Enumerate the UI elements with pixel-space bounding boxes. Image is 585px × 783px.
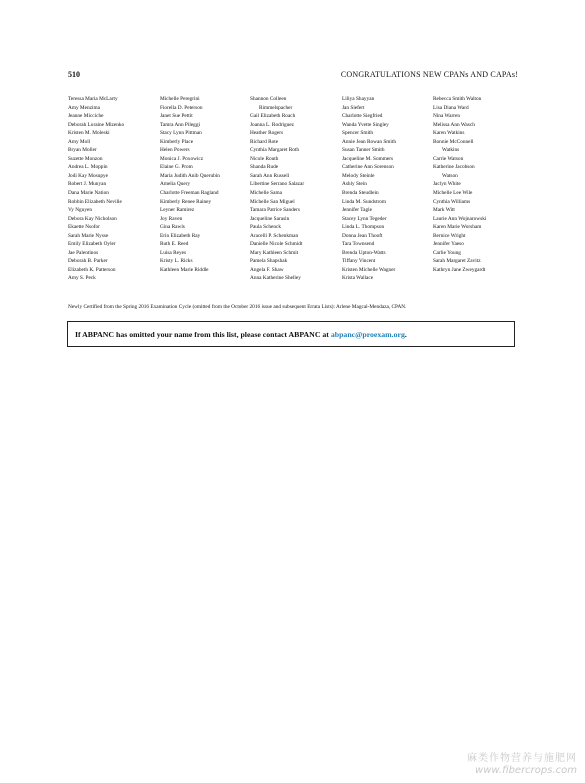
certified-name: Bernice Wright <box>433 232 466 239</box>
certified-name: Jacqueline M. Sommers <box>342 155 394 162</box>
certified-name: Jan Siefert <box>342 104 365 111</box>
certified-name: Donna Jean Thooft <box>342 232 383 239</box>
certified-name: Amy Menzima <box>68 104 100 111</box>
certified-name: Bryan Moller <box>68 147 97 154</box>
certified-name: Cynthia Williams <box>433 198 471 205</box>
certified-name: Amy Moll <box>68 138 91 145</box>
certified-name: Stacy Lynn Pittman <box>160 130 202 137</box>
certified-name: Michelle Lee Wile <box>433 190 473 197</box>
certified-name: Kristy L. Ricks <box>160 258 193 265</box>
certified-name: Ruth E. Reed <box>160 241 189 248</box>
certified-name: Maria Judith Anib Querubin <box>160 172 220 179</box>
certified-name: Melissa Ann Wasch <box>433 121 475 128</box>
certified-name: Brenda Upton-Watts <box>342 249 386 256</box>
certified-name: Elizabeth K. Patterson <box>68 266 116 273</box>
name-column-5 <box>433 95 525 274</box>
notice-text <box>75 330 407 339</box>
certified-name: Robert J. Munyan <box>68 181 107 188</box>
certified-name: Robbin Elizabeth Neville <box>68 198 122 205</box>
certified-name: Sarah Ann Russell <box>250 172 290 179</box>
certified-name: Richard Rote <box>250 138 279 145</box>
notice-message: If ABPANC has omitted your name from this list, please contact ABPANC at <box>75 330 331 339</box>
certified-name: Sarah Margaret Zavitz <box>433 258 481 265</box>
name-columns <box>68 95 518 295</box>
certified-name: Karen Marie Worsham <box>433 224 482 231</box>
omitted-name-notice <box>67 321 515 347</box>
certified-name: Helen Powers <box>160 147 190 154</box>
certified-name: Kimberly Renee Rainey <box>160 198 212 205</box>
certified-name: Michelle San Miguel <box>250 198 295 205</box>
running-head: CONGRATULATIONS NEW CPANs AND CAPAs! <box>340 70 518 79</box>
certified-name: Danielle Nicole Schmidt <box>250 241 303 248</box>
certified-name: Stacey Lynn Tegeder <box>342 215 387 222</box>
certified-name: Bonnie McConnell <box>433 138 474 145</box>
certified-name: Anna Katherine Shelley <box>250 275 301 282</box>
certified-name: Emily Elizabeth Oyler <box>68 241 116 248</box>
watermark <box>467 753 577 777</box>
certified-name: Joanna L. Rodriguez <box>250 121 294 128</box>
certified-name: Kristen Michelle Wagner <box>342 266 396 273</box>
certified-name: Annie Jean Rowan Smith <box>342 138 396 145</box>
certified-name: Suzette Monzon <box>68 155 103 162</box>
certified-name: Deborah Loraine Mizenko <box>68 121 125 128</box>
contact-email-link[interactable]: abpanc@proexam.org <box>330 330 405 339</box>
certified-name: Melody Steinle <box>342 172 375 179</box>
certified-name: Heather Rogers <box>250 130 284 137</box>
certified-name: Ekaette Nsofor <box>68 224 100 231</box>
certified-name: Leyner Ramirez <box>160 207 195 214</box>
certified-name: Joy Raven <box>160 215 183 222</box>
certified-name: Wanda Yvette Singley <box>342 121 389 128</box>
certified-name: Dana Marie Nation <box>68 190 109 197</box>
certified-name: Mark Witt <box>433 207 455 214</box>
certified-name: Jacqueline Sarasin <box>250 215 290 222</box>
certified-name: Spencer Smith <box>342 130 374 137</box>
certified-name: Aracelli P. Schenkman <box>250 232 299 239</box>
name-column-2 <box>160 95 252 274</box>
certified-name: Gina Rawls <box>160 224 185 231</box>
page-header <box>68 70 518 82</box>
certified-name: Ashly Stein <box>342 181 367 188</box>
certified-name: Erin Elizabeth Ray <box>160 232 201 239</box>
certified-name: Paula Schenck <box>250 224 282 231</box>
certified-name: Jaclyn White <box>433 181 461 188</box>
certified-name: Liliya Shayyan <box>342 96 375 102</box>
certified-name: Amy S. Peck <box>68 275 96 282</box>
certified-name: Tamra Ann Pileggi <box>160 121 200 128</box>
certified-name: Debora Kay Nicholson <box>68 215 117 222</box>
certified-name: Kristen M. Moleski <box>68 130 110 137</box>
name-continuation: Rimmelspacher <box>259 104 293 111</box>
certified-name: Michelle Peregrini <box>160 96 200 102</box>
certified-name: Jennifer Tagle <box>342 207 372 214</box>
certified-name: Susan Tanner Smith <box>342 147 385 154</box>
certified-name: Tara Townsend <box>342 241 375 248</box>
certified-name: Michelle Sama <box>250 190 282 197</box>
name-column-1 <box>68 95 160 283</box>
certified-name: Vy Nguyen <box>68 207 92 214</box>
name-column-4 <box>342 95 434 283</box>
certified-name: Kathryn Jane Zweygardt <box>433 266 486 273</box>
certified-name: Shannon Colleen <box>250 96 287 102</box>
notice-end: . <box>404 330 407 339</box>
watermark-url: www.fibercrops.com <box>475 765 577 776</box>
watermark-site-name: 麻类作物营养与施肥网 <box>467 753 577 764</box>
errata-note: Newly Certified from the Spring 2016 Examination Cycle (omitted from the October 2016 issue and subsequent Errata Lists): Arlene Magcal-Mendaza, CPAN. <box>68 304 407 310</box>
certified-name: Elaine G. Prom <box>160 164 193 171</box>
certified-name: Jeanne Micciche <box>68 113 104 120</box>
certified-name: Deborah B. Parker <box>68 258 108 265</box>
certified-name: Laurie Ann Wojnarowski <box>433 215 487 222</box>
certified-name: Luisa Reyes <box>160 249 187 256</box>
certified-name: Gail Elizabeth Roach <box>250 113 296 120</box>
certified-name: Mary Kathleen Schmit <box>250 249 299 256</box>
certified-name: Tamara Patrice Sanders <box>250 207 300 214</box>
certified-name: Krista Wallace <box>342 275 374 282</box>
certified-name: Jae Palentinos <box>68 249 99 256</box>
certified-name: Amelia Query <box>160 181 191 188</box>
certified-name: Linda M. Sundstrom <box>342 198 386 205</box>
certified-name: Nicole Routh <box>250 155 279 162</box>
certified-name: Charlotte Siegfried <box>342 113 383 120</box>
certified-name: Fiorella D. Peterson <box>160 104 203 111</box>
certified-name: Jodi Kay Mosupye <box>68 172 109 179</box>
certified-name: Janet Sue Pettit <box>160 113 193 120</box>
certified-name: Charlotte Freeman Ragland <box>160 190 219 197</box>
certified-name: Andrea L. Moppin <box>68 164 108 171</box>
certified-name: Tiffany Vincent <box>342 258 376 265</box>
name-column-3 <box>250 95 342 283</box>
certified-name: Katherine Jacobson <box>433 164 475 171</box>
certified-name: Lisa Diana Ward <box>433 104 469 111</box>
certified-name: Angela F. Shaw <box>250 266 284 273</box>
name-continuation: Watkins <box>442 147 460 154</box>
name-continuation: Watson <box>442 172 458 179</box>
page-number: 510 <box>68 70 80 79</box>
certified-name: Catherine Ann Sorenson <box>342 164 394 171</box>
certified-name: Kathleen Marie Riddle <box>160 266 209 273</box>
certified-name: Carlie Young <box>433 249 461 256</box>
certified-name: Teressa Maria McLarty <box>68 96 118 102</box>
certified-name: Monica J. Poxowicz <box>160 155 204 162</box>
certified-name: Jennifer Yaeso <box>433 241 464 248</box>
certified-name: Nina Warren <box>433 113 460 120</box>
certified-name: Karen Watkins <box>433 130 465 137</box>
certified-name: Libertine Serrano Salazar <box>250 181 305 188</box>
certified-name: Shanda Rude <box>250 164 279 171</box>
certified-name: Linda L. Thompson <box>342 224 385 231</box>
certified-name: Carrie Watson <box>433 155 464 162</box>
certified-name: Cynthia Margaret Roth <box>250 147 300 154</box>
certified-name: Kimberly Place <box>160 138 194 145</box>
certified-name: Brenda Steudlein <box>342 190 379 197</box>
certified-name: Rebecca Smith Walton <box>433 96 482 102</box>
certified-name: Sarah Marie Nysse <box>68 232 109 239</box>
certified-name: Pamela Shapshak <box>250 258 288 265</box>
